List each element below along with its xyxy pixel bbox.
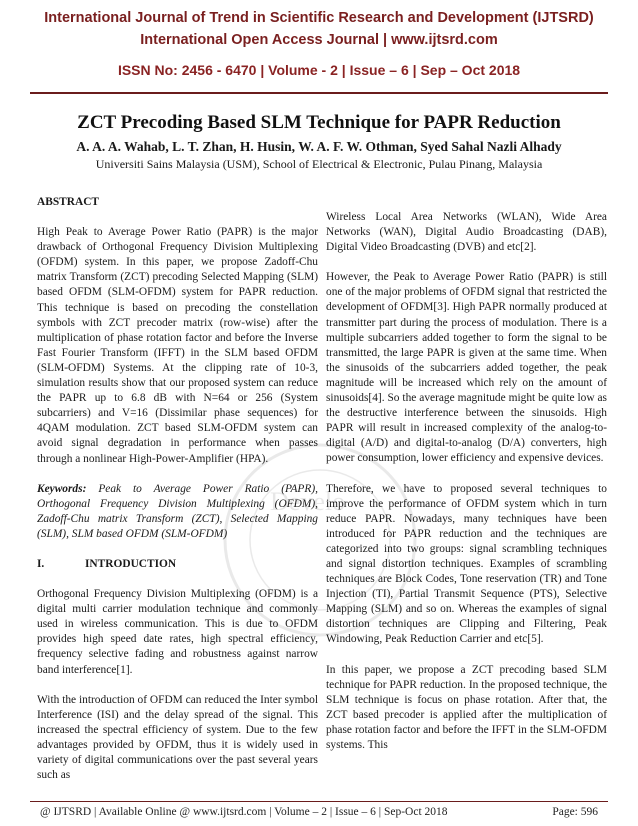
left-column	[37, 195, 318, 798]
right-paragraph-1: Wireless Local Area Networks (WLAN), Wide Area Networks (WAN), Digital Audio Broadcasting (DAB), Digital Video Broadcasting (DVB) and etc[2].	[326, 211, 607, 254]
section-title: INTRODUCTION	[85, 557, 177, 570]
right-paragraph-3: Therefore, we have to proposed several techniques to improve the performance of OFDM system which in turn reduce PAPR. Nowadays, many techniques have been introduced for PAPR reduction and the techniques are categorized into two groups: signal scrambling techniques and signal distortion techniques. Examples of scrambling techniques are Block Codes, Tone reservation (TR) and Tone Injection (TI), Partial Transmit Sequence (PTS), Selective Mapping (SLM) and so on. Whereas the examples of signal distortion techniques are Clipping and Filtering, Peak Windowing, Peak Reduction Carrier and etc[5].	[326, 482, 607, 646]
abstract-heading: ABSTRACT	[37, 196, 100, 208]
intro-paragraph-2: With the introduction of OFDM can reduced the Inter symbol Interference (ISI) and the delay spread of the signal. This increased the spectral efficiency of system. Due to the few advantages provided by OFDM, thus it is widely used in variety of digital communications over the past several years such as	[37, 693, 318, 782]
page-number: Page: 596	[552, 806, 598, 818]
issn-volume-line: ISSN No: 2456 - 6470 | Volume - 2 | Issue – 6 | Sep – Oct 2018	[117, 62, 521, 78]
introduction-heading	[37, 557, 318, 572]
keywords-paragraph	[37, 482, 318, 542]
right-paragraph-4: In this paper, we propose a ZCT precoding based SLM technique for PAPR reduction. In the proposed technique, the SLM technique is focus on phase rotation. After that, the ZCT based precoder is applied after the multiplication of phase rotation factor and before the IFFT in the SLM-OFDM systems. This	[326, 663, 607, 751]
paper-authors: A. A. A. Wahab, L. T. Zhan, H. Husin, W. A. F. W. Othman, Syed Sahal Nazli Alhady	[76, 139, 562, 154]
header-divider	[30, 92, 608, 94]
abstract-body: High Peak to Average Power Ratio (PAPR) is the major drawback of Orthogonal Frequency Division Multiplexing (OFDM) system. In this paper, we propose Zadoff-Chu matrix Transform (ZCT) precoding Selected Mapping (SLM) based OFDM (SLM-OFDM) system for PAPR reduction. This technique is based on precoding the constellation symbols with ZCT precoder matrix (row-wise) after the multiplication of phase rotation factor and before the Inverse Fast Fourier Transform (IFFT) in the SLM based OFDM (SLM-OFDM) Systems. At the clipping rate of 10-3, simulation results show that our proposed system can reduce the PAPR up to 6.8 dB with N=64 or 256 (System subcarriers) and V=16 (Dissimilar phase sequences) for 4QAM modulation. ZCT based SLM-OFDM system can avoid signal degradation in performance when passes through a nonlinear High-Power-Amplifier (HPA).	[37, 226, 318, 465]
intro-paragraph-1: Orthogonal Frequency Division Multiplexing (OFDM) is a digital multi carrier modulation technique and commonly used in wireless communication. This is due to OFDM provides high speed date rates, high spectral efficiency, frequency selective fading and robustness against narrow band interference[1].	[37, 588, 318, 676]
journal-website-line: International Open Access Journal | www.ijtsrd.com	[140, 32, 498, 48]
section-number: I.	[37, 557, 45, 570]
watermark-text: Develo	[270, 487, 346, 516]
right-column	[326, 210, 607, 768]
paper-title: ZCT Precoding Based SLM Technique for PAPR Reduction	[77, 112, 561, 133]
footer-citation: @ IJTSRD | Available Online @ www.ijtsrd.com | Volume – 2 | Issue – 6 | Sep-Oct 2018	[40, 806, 448, 818]
page-footer	[30, 801, 608, 818]
right-paragraph-2: However, the Peak to Average Power Ratio (PAPR) is still one of the major problems of OFDM signal that restricted the development of OFDM[3]. High PAPR normally produced at transmitter part during the process of modulation. There is a multiple subcarriers added together to form the signal to be transmitted, the large PAPR is given at the same time. When the sinusoids of the subcarriers added together, the peak magnitude will be increased which rely on the amount of sinusoids[4]. So the average magnitude might be quite low as the destructive interference between the sinusoids. High PAPR will result in increased complexity of the analog-to-digital (A/D) and digital-to-analog (D/A) converters, high power consumption, lower efficiency and expensive devices.	[326, 271, 607, 465]
keywords-label: Keywords:	[37, 482, 87, 495]
journal-name: International Journal of Trend in Scientific Research and Development (IJTSRD)	[44, 10, 594, 26]
author-affiliation: Universiti Sains Malaysia (USM), School of Electrical & Electronic, Pulau Pinang, Malaysia	[95, 157, 543, 171]
keywords-text: Peak to Average Power Ratio (PAPR), Orthogonal Frequency Division Multiplexing (OFDM), Zadoff-Chu matrix Transform (ZCT), Selected Mapping (SLM), SLM based OFDM (SLM-OFDM)	[37, 482, 318, 540]
